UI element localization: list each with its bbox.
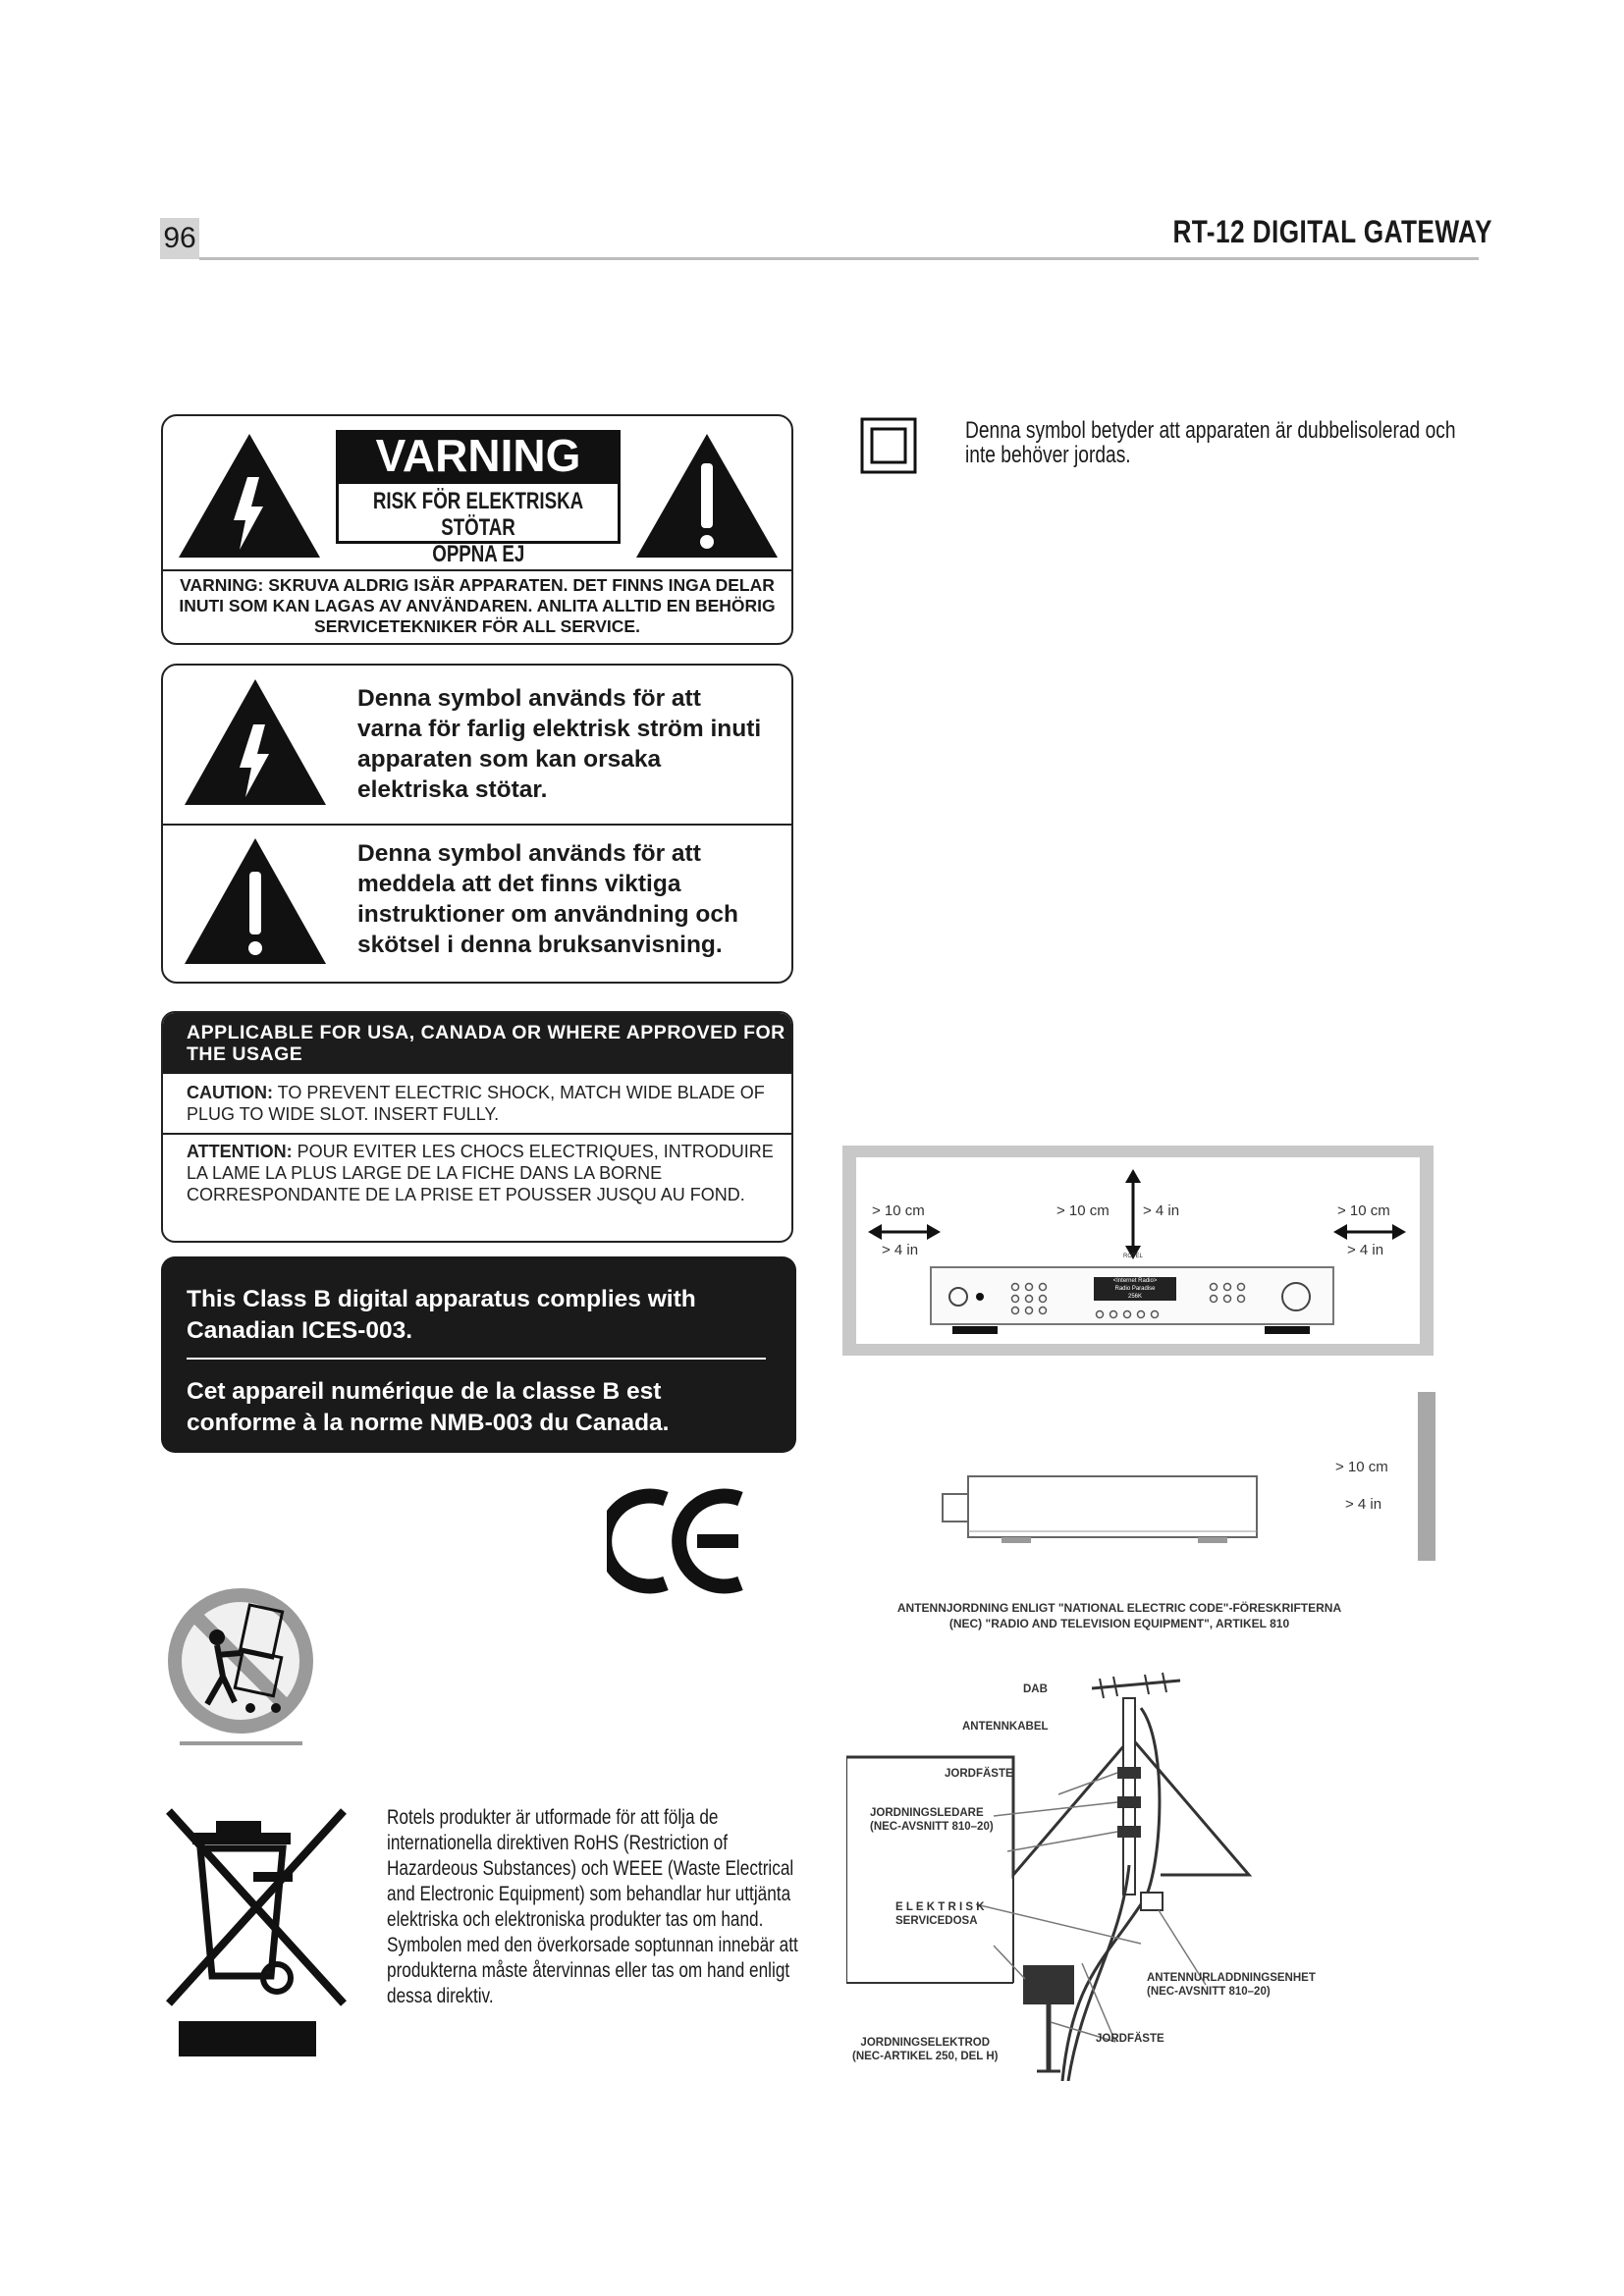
antenna-label-jordfaste-bottom: JORDFÄSTE — [1096, 2033, 1164, 2045]
antenna-label-jordningselektrod: JORDNINGSELEKTROD (NEC-ARTIKEL 250, DEL H) — [852, 2037, 999, 2062]
symbols-divider — [163, 824, 791, 826]
side-cm-label: > 10 cm — [1335, 1459, 1388, 1475]
lightning-symbol-icon — [181, 675, 330, 809]
antenna-label-dab: DAB — [1023, 1683, 1048, 1695]
document-title: RT-12 DIGITAL GATEWAY — [1172, 214, 1492, 249]
exclamation-warning-icon — [632, 430, 782, 561]
exclamation-symbol-text: Denna symbol används för att meddela att det finns viktiga instruktioner om användning och skötsel i denna bruksanvisning. — [357, 840, 738, 958]
antenna-title: ANTENNJORDNING ENLIGT "NATIONAL ELECTRIC CODE"-FÖRESKRIFTERNA (NEC) "RADIO AND TELEVISION EQUIPMENT", ARTIKEL 810 — [896, 1601, 1342, 1630]
varning-text: VARNING: SKRUVA ALDRIG ISÄR APPARATEN. DET FINNS INGA DELAR INUTI SOM KAN LAGAS AV ANVÄNDAREN. ANLITA ALLTID EN BEHÖRIG SERVICETEKNIKER FÖR ALL SERVICE. — [179, 575, 776, 636]
symbols-box — [161, 664, 793, 984]
double-insulation-text: Denna symbol betyder att apparaten är dubbelisolerad och inte behöver jordas. — [965, 417, 1456, 468]
antenna-label-jordfaste-top: JORDFÄSTE — [945, 1768, 1013, 1780]
unit-display: <Internet Radio> Radio Paradise 256K — [1112, 1278, 1158, 1300]
right-cm-label: > 10 cm — [1337, 1202, 1390, 1219]
canada-notice-rule — [187, 1358, 766, 1360]
brand-label: ROTEL — [1123, 1254, 1144, 1259]
header-rule — [199, 257, 1479, 260]
antenna-label-antennkabel: ANTENNKABEL — [962, 1721, 1049, 1733]
lightning-warning-icon — [175, 430, 324, 561]
canada-notice-box — [161, 1256, 796, 1453]
varning-box — [161, 414, 793, 645]
page-number: 96 — [160, 218, 199, 259]
side-in-label: > 4 in — [1345, 1496, 1382, 1513]
double-insulation-icon — [859, 416, 918, 475]
lightning-symbol-text: Denna symbol används för att varna för farlig elektrisk ström inuti apparaten som kan orsaka elektriska stötar. — [357, 685, 762, 803]
left-in-label: > 4 in — [882, 1242, 919, 1258]
ce-mark-icon — [607, 1487, 752, 1595]
right-in-label: > 4 in — [1347, 1242, 1384, 1258]
antenna-label-urladdning: ANTENNURLADDNINGSENHET (NEC-AVSNITT 810–20) — [1147, 1972, 1316, 1998]
canada-notice-french: Cet appareil numérique de la classe B est conforme à la norme NMB-003 du Canada. — [187, 1378, 670, 1436]
weee-crossed-bin-icon — [157, 1801, 353, 2056]
usa-divider — [163, 1133, 791, 1135]
usa-attention: ATTENTION: POUR EVITER LES CHOCS ELECTRIQUES, INTRODUIRE LA LAME LA PLUS LARGE DE LA FICHE DANS LA BORNE CORRESPONDANTE DE LA PRISE ET POUSSER JUSQU AU FOND. — [187, 1142, 774, 1204]
exclamation-symbol-icon — [181, 834, 330, 968]
rohs-weee-text: Rotels produkter är utformade för att följa de internationella direktiven RoHS (Restriction of Hazardeous Substances) och WEEE (Waste Electrical and Electronic Equipment) som behandlar hur uttjänta elektriska och elektroniska produkter tas om hand. Symbolen med den överkorsade soptunnan innebär att produkterna måste återvinnas eller tas om hand enligt dessa direktiv. — [387, 1805, 798, 2007]
usa-canada-box — [161, 1011, 793, 1243]
varning-divider — [163, 569, 791, 571]
canada-notice-english: This Class B digital apparatus complies with Canadian ICES-003. — [187, 1286, 696, 1344]
top-in-label: > 4 in — [1143, 1202, 1180, 1219]
varning-subtitle: RISK FÖR ELEKTRISKA STÖTAR ÖPPNA EJ — [336, 481, 621, 544]
front-arrows — [842, 1146, 1434, 1356]
top-cm-label: > 10 cm — [1056, 1202, 1110, 1219]
usa-header: APPLICABLE FOR USA, CANADA OR WHERE APPROVED FOR THE USAGE — [163, 1013, 791, 1074]
varning-title: VARNING — [336, 430, 621, 481]
usa-caution: CAUTION: TO PREVENT ELECTRIC SHOCK, MATCH WIDE BLADE OF PLUG TO WIDE SLOT. INSERT FULLY. — [187, 1083, 765, 1124]
spacing-front-diagram — [842, 1146, 1434, 1356]
cart-tip-warning-icon — [160, 1578, 322, 1755]
left-cm-label: > 10 cm — [872, 1202, 925, 1219]
antenna-label-servicedosa: E L E K T R I S K SERVICEDOSA — [895, 1901, 985, 1927]
antenna-grounding-diagram — [846, 1669, 1357, 2081]
antenna-label-jordningsledare: JORDNINGSLEDARE (NEC-AVSNITT 810–20) — [870, 1807, 994, 1833]
